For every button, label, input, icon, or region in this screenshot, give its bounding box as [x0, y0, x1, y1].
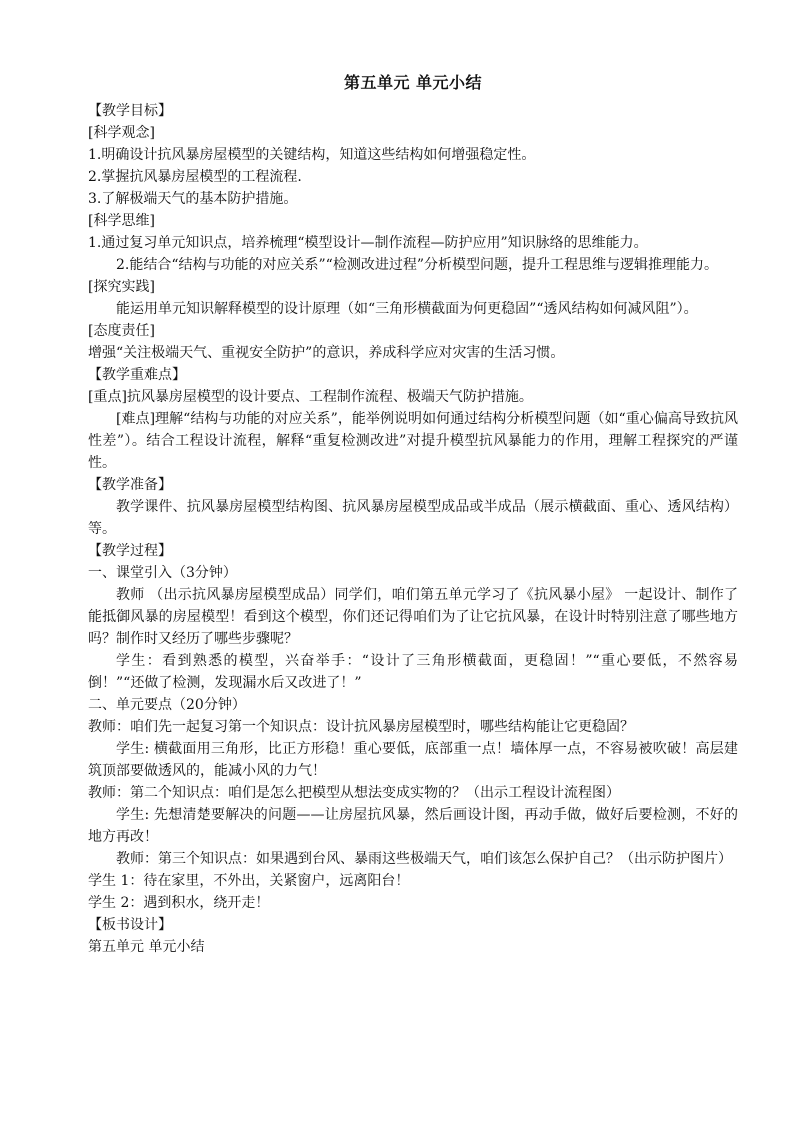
- text-line: 【教学目标】: [88, 103, 172, 119]
- paragraph: 教师 （出示抗风暴房屋模型成品）同学们，咱们第五单元学习了《抗风暴小屋》 一起设计、制作了能抵御风暴的房屋模型！看到这个模型，你们还记得咱们为了让它抗风暴，在设计时特别注意了哪些地方吗？制作时又经历了哪些步骤呢？: [88, 587, 738, 647]
- paragraph: [难点]理解“结构与功能的对应关系”，能举例说明如何通过结构分析模型问题（如“重心偏高导致抗风性差”）。结合工程设计流程，解释“重复检测改进”对提升模型抗风暴能力的作用，理解工程探究的严谨性。: [88, 411, 738, 471]
- paragraph: 教师：第三个知识点：如果遇到台风、暴雨这些极端天气，咱们该怎么保护自己？（出示防护图片）: [116, 851, 732, 867]
- paragraph: 学生: 先想清楚要解决的问题——让房屋抗风暴，然后画设计图，再动手做，做好后要检测，不好的地方再改！: [88, 807, 738, 845]
- paragraph: 能运用单元知识解释模型的设计原理（如“三角形横截面为何更稳固”“透风结构如何减风阻”）。: [116, 301, 698, 317]
- text-line: 3.了解极端天气的基本防护措施。: [88, 191, 298, 207]
- text-line: 教师：咱们先一起复习第一个知识点：设计抗风暴房屋模型时，哪些结构能让它更稳固？: [88, 719, 634, 735]
- text-line: 学生 1：待在家里，不外出，关紧窗户，远离阳台！: [88, 873, 410, 889]
- text-line: 【教学过程】: [88, 543, 172, 559]
- text-line: [探究实践]: [88, 279, 155, 295]
- text-line: 增强“关注极端天气、重视安全防护”的意识，养成科学应对灾害的生活习惯。: [88, 345, 565, 361]
- paragraph: 2.能结合“结构与功能的对应关系”“检测改进过程”分析模型问题，提升工程思维与逻辑推理能力。: [116, 257, 718, 273]
- document-body: [88, 100, 738, 958]
- document-title: 第五单元 单元小结: [343, 73, 483, 92]
- text-line: [科学观念]: [88, 125, 155, 141]
- text-line: [科学思维]: [88, 213, 155, 229]
- text-line: 1.明确设计抗风暴房屋模型的关键结构，知道这些结构如何增强稳定性。: [88, 147, 536, 163]
- text-line: 2.掌握抗风暴房屋模型的工程流程.: [88, 169, 302, 185]
- paragraph: 学生: 横截面用三角形，比正方形稳！重心要低，底部重一点！墙体厚一点，不容易被吹破！高层建筑顶部要做透风的，能减小风的力气！: [88, 741, 738, 779]
- text-line: 二、单元要点（20分钟）: [88, 697, 246, 713]
- text-line: [重点]抗风暴房屋模型的设计要点、工程制作流程、极端天气防护措施。: [88, 389, 533, 405]
- document-page: [88, 72, 738, 958]
- paragraph: 学生：看到熟悉的模型，兴奋举手：“设计了三角形横截面，更稳固！”“重心要低，不然容易倒！”“还做了检测，发现漏水后又改进了！”: [88, 653, 738, 691]
- text-line: [态度责任]: [88, 323, 155, 339]
- text-line: 【教学重难点】: [88, 367, 186, 383]
- text-line: 学生 2：遇到积水，绕开走！: [88, 895, 270, 911]
- text-line: 1.通过复习单元知识点，培养梳理“模型设计—制作流程—防护应用”知识脉络的思维能力。: [88, 235, 648, 251]
- text-line: 教师：第二个知识点：咱们是怎么把模型从想法变成实物的？（出示工程设计流程图）: [88, 785, 620, 801]
- text-line: 一、课堂引入（3分钟）: [88, 565, 237, 581]
- paragraph: 教学课件、抗风暴房屋模型结构图、抗风暴房屋模型成品或半成品（展示横截面、重心、透风结构）等。: [88, 499, 738, 537]
- text-line: 【板书设计】: [88, 917, 172, 933]
- text-line: 【教学准备】: [88, 477, 172, 493]
- text-line: 第五单元 单元小结: [88, 939, 205, 955]
